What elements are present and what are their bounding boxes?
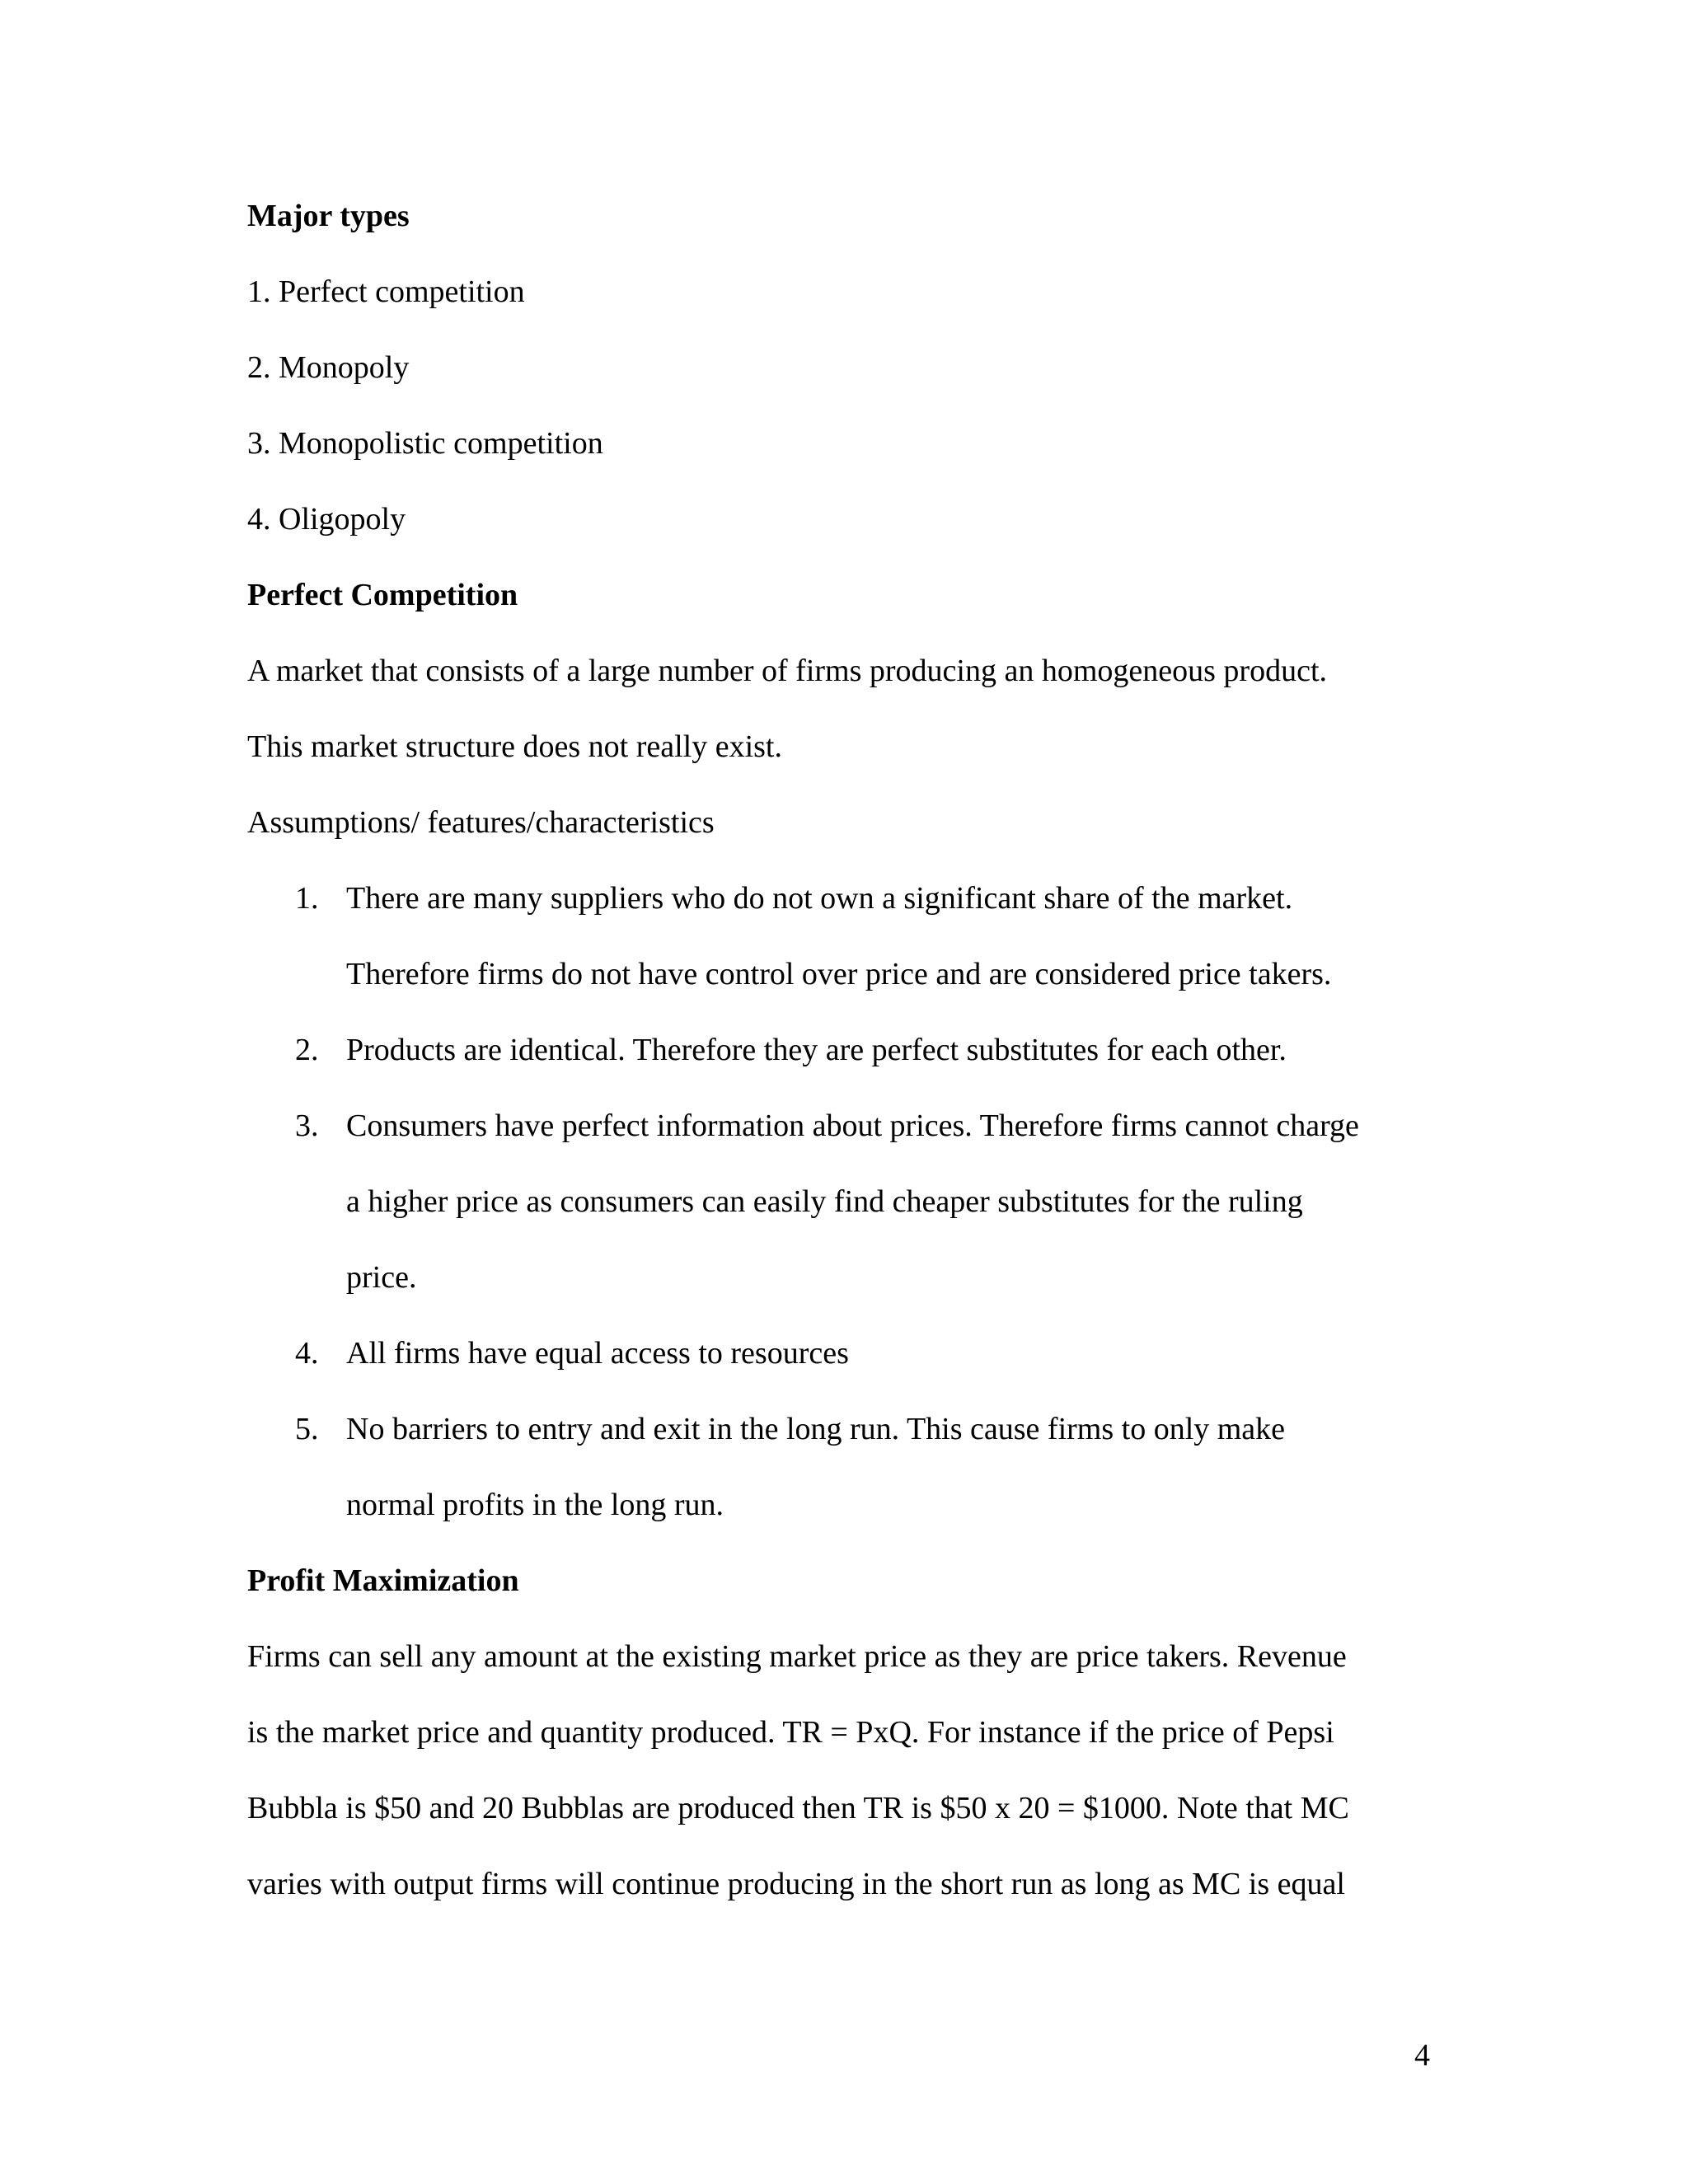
heading-major-types: Major types	[247, 199, 410, 233]
assumption-line: All firms have equal access to resources	[346, 1336, 849, 1371]
assumptions-label: Assumptions/ features/characteristics	[247, 805, 715, 840]
profit-line: Bubbla is $50 and 20 Bubblas are produced then TR is $50 x 20 = $1000. Note that MC	[247, 1791, 1349, 1825]
assumption-line: There are many suppliers who do not own a significant share of the market.	[346, 881, 1293, 916]
type-item: 3. Monopolistic competition	[247, 426, 603, 461]
assumption-line: Consumers have perfect information about prices. Therefore firms cannot charge	[346, 1108, 1359, 1143]
assumption-number: 4.	[295, 1336, 319, 1371]
assumption-line: Products are identical. Therefore they are perfect substitutes for each other.	[346, 1033, 1287, 1067]
profit-line: varies with output firms will continue producing in the short run as long as MC is equal	[247, 1867, 1345, 1901]
assumption-line: normal profits in the long run.	[346, 1488, 724, 1522]
assumption-line: No barriers to entry and exit in the long run. This cause firms to only make	[346, 1412, 1286, 1446]
assumption-number: 3.	[295, 1108, 319, 1143]
heading-profit-maximization: Profit Maximization	[247, 1563, 519, 1598]
definition-line: A market that consists of a large number of firms producing an homogeneous product.	[247, 654, 1327, 688]
profit-line: Firms can sell any amount at the existing market price as they are price takers. Revenue	[247, 1639, 1347, 1674]
profit-line: is the market price and quantity produced. TR = PxQ. For instance if the price of Pepsi	[247, 1715, 1334, 1750]
definition-line: This market structure does not really exist.	[247, 729, 782, 764]
assumption-line: price.	[346, 1260, 417, 1295]
assumption-number: 5.	[295, 1412, 319, 1446]
assumption-number: 2.	[295, 1033, 319, 1067]
page-number: 4	[1414, 2038, 1430, 2073]
heading-perfect-competition: Perfect Competition	[247, 578, 518, 612]
type-item: 4. Oligopoly	[247, 502, 406, 537]
type-item: 1. Perfect competition	[247, 274, 525, 309]
assumption-number: 1.	[295, 881, 319, 916]
assumption-line: Therefore firms do not have control over price and are considered price takers.	[346, 957, 1332, 991]
assumption-line: a higher price as consumers can easily find cheaper substitutes for the ruling	[346, 1184, 1303, 1219]
type-item: 2. Monopoly	[247, 350, 410, 385]
